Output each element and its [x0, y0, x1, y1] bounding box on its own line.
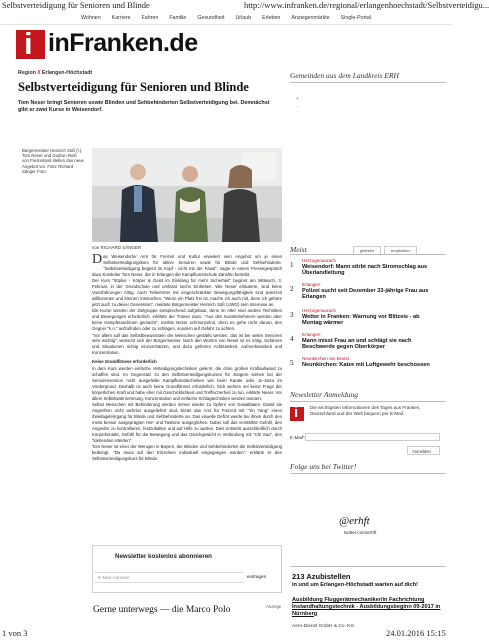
print-footer-page: 1 von 3	[2, 628, 28, 638]
twitter-title: Folge uns bei Twitter!	[290, 462, 357, 471]
rank-number: 2	[290, 285, 294, 293]
map-zoom-in-icon[interactable]: +	[296, 96, 299, 102]
rank-headline[interactable]: Polizei sucht seit Dezember 33-jährige Frau aus Erlangen	[302, 287, 429, 301]
article-paragraph: Die Kurse werden der Zielgruppe entsprechend aufgebaut, denn im Alter sind andere Techniken und Bewegungen erforderlich, erklärte der Trainer dazu. "Aus den Kunstelnehmern werden aber keine Kampfmaschinen gemacht", merkte Neser schmunzelnd, denn es gehe nicht darum, den Gegner "k.o." aufzufinden oder zu schlagen, sondern auf Gefahr zu achten.	[92, 308, 282, 332]
article-lede: Tom Neser bringt Senioren sowie Blinden und Sehbehinderten Selbstverteidigung bei. Demnächst gibt er zwei Kurse in Weisendorf.	[18, 100, 270, 113]
list-item[interactable]	[290, 332, 440, 351]
twitter-url[interactable]: twitter.com/erhft	[344, 530, 377, 535]
rank-headline[interactable]: Neunkirchen: Katze mit Luftgewehr beschossen	[302, 361, 430, 368]
newsletter-title: Newsletter kostenlos abonnieren	[115, 553, 212, 560]
rank-category: Herzogenaurach	[302, 308, 336, 313]
email-label: E-Mail*	[290, 435, 305, 440]
rank-category: Herzogenaurach	[302, 258, 336, 263]
article-paragraph: Tom Neser ist einer der Wenigen in Bayern, der Blinden und Sehbehinderten die Selbstverteidigung beibringt. "Da muss auf den Einzelnen individuell eingegangen werden", erklärte er den Selbstverteidigungskurs für Blinde.	[92, 444, 282, 461]
newsletter-submit-button[interactable]: eintragen	[247, 574, 267, 579]
nav-item-gesundheit[interactable]: Gesundheit	[197, 15, 225, 21]
anmeldung-title: Newsletter Anmeldung	[290, 390, 358, 399]
article-headline: Selbstverteidigung für Senioren und Blinde	[18, 80, 249, 94]
nav-item-anzeigenmaerkte[interactable]: Anzeigenmärkte	[291, 15, 330, 21]
rank-category: Neunkirchen am Brand	[302, 356, 349, 361]
tab-empfohlen[interactable]: empfohlen	[384, 246, 417, 255]
print-header-title: Selbstverteidigung für Senioren und Blinde	[2, 0, 150, 10]
nav-item-familie[interactable]: Familie	[169, 15, 187, 21]
list-item[interactable]	[290, 308, 440, 327]
article-paragraph: Selbst Menschen mit Behinderung werden immer wieder zu Opfern von Gewalttaten. Damit sie Angreifern nicht wehrlos ausgeliefert sind, bietet das Amt für Freizeit mit "Yin Yang" einen Zweitagelehrgang für Blinde und Sehbehinderte an. Das visuelle Defizit werde bei ihnen durch den meist besser ausgeprägten Hör- und Tastsinn ausgeglichen. Dabei soll das verstärkte Gefühl, den Angreifer zu kontrollieren, festzuhalten und auf Hilfe zu warten. Dies entsteht ausschließlich durch Körperkontakt, Gefühl für die Bewegung und das Gleichgewicht in Verbindung mit "Chi Sao", den "klebenden Händen".	[92, 402, 282, 443]
nav-item-urlaub[interactable]: Urlaub	[235, 15, 252, 21]
photo-caption: Bürgermeister Heinrich Süß (l.), Tom Neser und Gudrun Reiß von Freizeitamt stellen das neue Angebot vor. Foto: Richard Sänger Foto:	[22, 148, 84, 174]
twitter-handle[interactable]: @erhft	[339, 515, 370, 527]
rank-number: 5	[290, 359, 294, 367]
logo-icon[interactable]	[16, 30, 45, 59]
list-item[interactable]	[290, 258, 440, 277]
top-navigation	[0, 12, 452, 25]
job-link[interactable]: Ausbildung Fluggerätmechaniker/in Fachrichtung Instandhaltungstechnik - Ausbildungsbeginn 09-2017 in Nürnberg	[292, 597, 441, 617]
print-header-url: http://www.infranken.de/regional/erlangenhoechstadt/Selbstverteidigu...	[244, 0, 489, 10]
job-subtitle: in und um Erlangen-Höchstadt warten auf dich!	[292, 582, 418, 588]
ad-label: Anzeige	[266, 604, 282, 609]
article-paragraph: In dem Kurs werden einfache Verteidigungstechniken gelernt, die ohne großen Kraftaufwand zu schaffen sind. Im Gegensatz zu den Selbstverteidigungskursen für Jüngere stehen bei der Seniorenversion nicht ausgefeilte Kampfkunsttechniken wie beim Karate oder Ju-Jutsu im Vordergrund. Deshalb ist auch keine Grundfitness erforderlich. Sich wehren sei keine Frage der körperlichen Kraft und habe eher mit Geschicklichkeit und Treffsicherheit zu tun, erklärte Neser. Vor allem Selbstwahrnehmung, Konzentration und einfache Schlagtechniken werden trainiert.	[92, 366, 282, 401]
nav-item-wohnen[interactable]: Wohnen	[81, 15, 101, 21]
logo-name: inFranken	[48, 29, 163, 57]
anmelden-button[interactable]: Anmelden	[407, 446, 440, 455]
breadcrumb-region[interactable]: Region	[18, 70, 36, 76]
rank-category: Erlangen	[302, 282, 321, 287]
rank-headline[interactable]: Wetter in Franken: Warnung vor Blitzeis - ab Montag wärmer	[302, 313, 420, 327]
anmeldung-text: Die wichtigsten Informationen des Tages aus Franken, Deutschland und der Welt bequem per E-Mail:	[310, 405, 421, 416]
newsletter-box	[92, 545, 282, 593]
divider	[290, 566, 446, 567]
rank-headline[interactable]: Weisendorf: Mann stirbt nach Stromschlag aus Überlandleitung	[302, 263, 428, 277]
article-paragraph: Der Kurs "50plus - Körper & Geist im Einklang für mehr Sicherheit" beginnt am Mittwoch, 3. Februar, in der Grundschule und umfasst sechs Einheiten. Wie Neser erläuterte, sind keine Vorerfahrungen nötig. Auch Teilnehmer mit eingeschränkter Bewegungsfähigkeit sind jederzeit willkommen und können mitmachen. "Wenn ein Platz frei ist, mache ich auch mit, denn ich gehöre jetzt auch zu dieser Generation", meldete Bürgermeister Heinrich Süß (UWG) sein Interesse an.	[92, 278, 282, 307]
tab-gelesen[interactable]: gelesen	[353, 246, 381, 255]
article-author: von RICHARD SÄNGER	[92, 245, 142, 250]
article-paragraph	[92, 254, 282, 278]
rank-category: Erlangen	[302, 332, 321, 337]
infranken-icon	[290, 407, 304, 421]
promo-headline[interactable]: Gerne unterwegs — die Marco Polo	[93, 605, 231, 615]
list-item[interactable]	[290, 282, 440, 301]
nav-item-karriere[interactable]: Karriere	[111, 15, 131, 21]
paragraph-text: as Weisendorfer Amt für Freizeit und Kultur erweitert sein Angebot um je einen Selbstverteidigungskurs für aktive Senioren sowie für Blinde und Sehbehinderte. "Selbstverteidigung beginnt im Kopf - nicht mit der Faust", sagte in einem Pressegespräch dazu Kursleiter Tom Neser, der in Erlangen die Kampfkunstschule Zanshin betreibt.	[92, 254, 282, 277]
divider	[290, 473, 446, 474]
landkreis-title: Gemeinden aus dem Landkreis ERH	[290, 71, 399, 80]
site-logo[interactable]	[48, 29, 198, 58]
article-subheading: Keine Grundfitness erforderlich	[92, 359, 157, 365]
breadcrumb-separator: //	[37, 70, 41, 76]
divider	[290, 401, 446, 402]
nav-item-fahren[interactable]: Fahren	[141, 15, 159, 21]
list-item[interactable]	[290, 356, 440, 368]
rank-number: 4	[290, 335, 294, 343]
rank-number: 1	[290, 261, 294, 269]
nav-item-single-portal[interactable]: Single-Portal	[340, 15, 371, 21]
email-field[interactable]	[305, 433, 440, 441]
article-photo	[92, 148, 282, 242]
rank-number: 3	[290, 311, 294, 319]
article-paragraph: "Vor allem soll das Selbstbewusstsein der Menschen gestärkt werden, das ist bei vielen Senioren sehr wichtig", wünscht sich der Bürgermeister. Nach den Worten von Neser ist es nötig, Gefahren und Situationen richtig einzuschätzen, und dazu gehören Achtsamkeit, Aufmerksamkeit und Konzentration.	[92, 332, 282, 356]
meist-title: Meist	[290, 245, 307, 254]
newsletter-email-input[interactable]: E-Mail-Adresse	[94, 572, 244, 583]
nav-item-erleben[interactable]: Erleben	[262, 15, 281, 21]
breadcrumb	[18, 70, 92, 76]
job-count: 213 Azubistellen	[292, 572, 351, 581]
map-zoom-out-icon[interactable]: -	[297, 104, 299, 110]
logo-tld: .de	[162, 29, 198, 57]
drop-cap: D	[92, 252, 103, 267]
rank-headline[interactable]: Mann misst Frau an und schlägt sie nach Beschwerde gegen Oberkörper	[302, 337, 412, 351]
divider	[290, 254, 446, 255]
job-company: Aero-Dienst GmbH & Co. KG	[292, 624, 355, 629]
divider	[290, 82, 446, 83]
article-body	[92, 254, 282, 462]
print-footer-datetime: 24.01.2016 15:15	[386, 628, 446, 638]
breadcrumb-area[interactable]: Erlangen-Höchstadt	[41, 70, 93, 76]
